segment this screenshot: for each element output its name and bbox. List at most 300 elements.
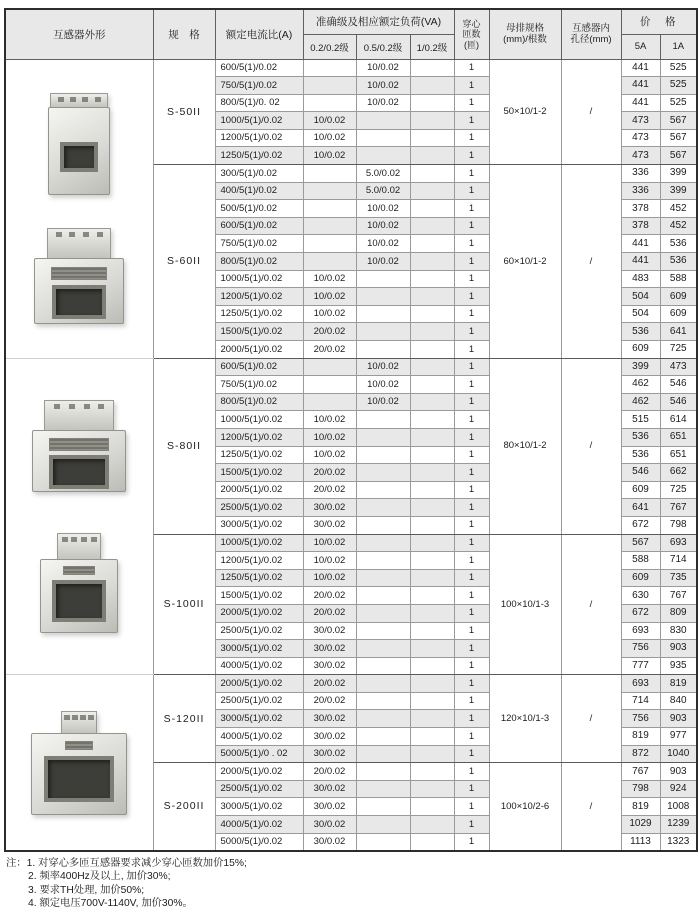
accuracy-02-cell: 20/0.02 [303, 464, 356, 482]
accuracy-02-cell [303, 235, 356, 253]
price-5a-cell: 872 [621, 745, 660, 763]
accuracy-1-cell [410, 798, 454, 816]
price-1a-cell: 840 [660, 692, 697, 710]
ratio-cell: 2000/5(1)/0.02 [215, 481, 303, 499]
note-item: 1. 对穿心多匝互感器要求减少穿心匝数加价15%; [26, 857, 247, 869]
ratio-cell: 1500/5(1)/0.02 [215, 587, 303, 605]
transformer-body [32, 430, 126, 492]
accuracy-05-cell [356, 728, 410, 746]
price-5a-cell: 767 [621, 763, 660, 781]
price-5a-cell: 399 [621, 358, 660, 376]
accuracy-05-cell: 10/0.02 [356, 376, 410, 394]
price-5a-cell: 546 [621, 464, 660, 482]
accuracy-1-cell [410, 165, 454, 183]
col-header-acc-02: 0.2/0.2级 [303, 34, 356, 59]
turns-cell: 1 [454, 217, 489, 235]
turns-cell: 1 [454, 657, 489, 675]
accuracy-1-cell [410, 657, 454, 675]
accuracy-1-cell [410, 59, 454, 77]
accuracy-02-cell: 30/0.02 [303, 710, 356, 728]
turns-cell: 1 [454, 165, 489, 183]
price-1a-cell: 399 [660, 165, 697, 183]
accuracy-02-cell: 10/0.02 [303, 112, 356, 130]
accuracy-05-cell [356, 270, 410, 288]
photo-stack [6, 359, 153, 675]
accuracy-05-cell: 10/0.02 [356, 393, 410, 411]
shape-photo-cell [5, 675, 153, 851]
busbar-cell: 60×10/1-2 [489, 165, 561, 359]
busbar-window [52, 285, 106, 319]
accuracy-05-cell: 10/0.02 [356, 217, 410, 235]
ratio-cell: 1250/5(1)/0.02 [215, 569, 303, 587]
turns-cell: 1 [454, 763, 489, 781]
ratio-cell: 1200/5(1)/0.02 [215, 552, 303, 570]
accuracy-1-cell [410, 534, 454, 552]
accuracy-02-cell: 20/0.02 [303, 481, 356, 499]
accuracy-05-cell: 10/0.02 [356, 77, 410, 95]
accuracy-02-cell [303, 77, 356, 95]
ratio-cell: 500/5(1)/0.02 [215, 200, 303, 218]
busbar-header-line: 母排规格 [505, 23, 544, 35]
col-header-acc-05: 0.5/0.2级 [356, 34, 410, 59]
turns-cell: 1 [454, 182, 489, 200]
price-1a-cell: 567 [660, 129, 697, 147]
busbar-window [44, 756, 114, 802]
terminal-block [44, 400, 114, 430]
accuracy-05-cell [356, 112, 410, 130]
bore-cell: / [561, 675, 621, 763]
accuracy-02-cell: 10/0.02 [303, 446, 356, 464]
turns-cell: 1 [454, 77, 489, 95]
ratio-cell: 2500/5(1)/0.02 [215, 692, 303, 710]
nameplate [63, 566, 95, 575]
ratio-cell: 4000/5(1)/0.02 [215, 728, 303, 746]
table-header [5, 9, 697, 59]
accuracy-02-cell: 20/0.02 [303, 587, 356, 605]
price-1a-cell: 651 [660, 428, 697, 446]
accuracy-05-cell: 10/0.02 [356, 253, 410, 271]
note-item: 3. 要求TH处理, 加价50%; [28, 884, 145, 896]
turns-cell: 1 [454, 622, 489, 640]
col-header-busbar [489, 9, 561, 59]
accuracy-02-cell: 30/0.02 [303, 745, 356, 763]
busbar-cell: 80×10/1-2 [489, 358, 561, 534]
busbar-cell: 50×10/1-2 [489, 59, 561, 165]
ratio-cell: 2000/5(1)/0.02 [215, 675, 303, 693]
turns-cell: 1 [454, 94, 489, 112]
accuracy-1-cell [410, 499, 454, 517]
price-5a-cell: 756 [621, 710, 660, 728]
accuracy-1-cell [410, 323, 454, 341]
price-5a-cell: 672 [621, 516, 660, 534]
accuracy-02-cell [303, 200, 356, 218]
note-item: 4. 额定电压700V-1140V, 加价30%。 [28, 898, 193, 910]
accuracy-02-cell: 20/0.02 [303, 323, 356, 341]
ratio-cell: 5000/5(1)/0 . 02 [215, 745, 303, 763]
price-5a-cell: 798 [621, 780, 660, 798]
accuracy-1-cell [410, 816, 454, 834]
price-5a-cell: 441 [621, 59, 660, 77]
note-line [6, 857, 700, 871]
accuracy-1-cell [410, 728, 454, 746]
price-5a-cell: 536 [621, 323, 660, 341]
price-1a-cell: 567 [660, 112, 697, 130]
turns-cell: 1 [454, 780, 489, 798]
note-item: 2. 频率400Hz及以上, 加价30%; [28, 871, 171, 883]
price-1a-cell: 903 [660, 640, 697, 658]
accuracy-1-cell [410, 833, 454, 851]
bore-cell: / [561, 358, 621, 534]
busbar-window [60, 142, 98, 172]
turns-cell: 1 [454, 112, 489, 130]
accuracy-05-cell [356, 780, 410, 798]
price-5a-cell: 441 [621, 253, 660, 271]
accuracy-1-cell [410, 305, 454, 323]
price-1a-cell: 735 [660, 569, 697, 587]
accuracy-02-cell: 20/0.02 [303, 675, 356, 693]
turns-cell: 1 [454, 481, 489, 499]
shape-photo-cell [5, 59, 153, 358]
accuracy-05-cell [356, 745, 410, 763]
accuracy-05-cell [356, 552, 410, 570]
price-1a-cell: 473 [660, 358, 697, 376]
accuracy-05-cell: 10/0.02 [356, 94, 410, 112]
ratio-cell: 3000/5(1)/0.02 [215, 516, 303, 534]
accuracy-05-cell [356, 587, 410, 605]
price-1a-cell: 588 [660, 270, 697, 288]
price-5a-cell: 336 [621, 182, 660, 200]
accuracy-02-cell: 20/0.02 [303, 692, 356, 710]
price-1a-cell: 399 [660, 182, 697, 200]
price-1a-cell: 662 [660, 464, 697, 482]
ratio-cell: 1200/5(1)/0.02 [215, 428, 303, 446]
price-5a-cell: 567 [621, 534, 660, 552]
price-1a-cell: 924 [660, 780, 697, 798]
accuracy-05-cell: 5.0/0.02 [356, 165, 410, 183]
accuracy-1-cell [410, 552, 454, 570]
turns-header-line: 匝数 [462, 29, 481, 39]
ratio-cell: 1200/5(1)/0.02 [215, 288, 303, 306]
turns-cell: 1 [454, 147, 489, 165]
ct-photo-s60ii [34, 228, 124, 324]
price-5a-cell: 515 [621, 411, 660, 429]
busbar-window [52, 580, 106, 622]
accuracy-05-cell [356, 763, 410, 781]
accuracy-1-cell [410, 147, 454, 165]
accuracy-1-cell [410, 745, 454, 763]
col-header-ratio: 额定电流比(A) [215, 9, 303, 59]
price-5a-cell: 462 [621, 393, 660, 411]
turns-cell: 1 [454, 376, 489, 394]
ratio-cell: 2500/5(1)/0.02 [215, 499, 303, 517]
accuracy-02-cell: 10/0.02 [303, 552, 356, 570]
ratio-cell: 1250/5(1)/0.02 [215, 147, 303, 165]
price-5a-cell: 609 [621, 341, 660, 359]
accuracy-1-cell [410, 710, 454, 728]
price-5a-cell: 473 [621, 129, 660, 147]
ratio-cell: 800/5(1)/0. 02 [215, 94, 303, 112]
transformer-body [31, 733, 127, 815]
col-header-acc-1: 1/0.2级 [410, 34, 454, 59]
transformer-body [48, 107, 110, 195]
accuracy-02-cell [303, 59, 356, 77]
accuracy-05-cell [356, 481, 410, 499]
accuracy-02-cell: 30/0.02 [303, 657, 356, 675]
price-1a-cell: 536 [660, 235, 697, 253]
accuracy-1-cell [410, 692, 454, 710]
turns-cell: 1 [454, 534, 489, 552]
price-5a-cell: 483 [621, 270, 660, 288]
accuracy-05-cell [356, 499, 410, 517]
busbar-cell: 120×10/1-3 [489, 675, 561, 763]
accuracy-1-cell [410, 446, 454, 464]
accuracy-02-cell: 20/0.02 [303, 604, 356, 622]
busbar-cell: 100×10/1-3 [489, 534, 561, 675]
ratio-cell: 4000/5(1)/0.02 [215, 816, 303, 834]
turns-cell: 1 [454, 710, 489, 728]
busbar-cell: 100×10/2-6 [489, 763, 561, 851]
turns-cell: 1 [454, 446, 489, 464]
bore-header-line: 互感器内 [571, 23, 610, 35]
col-header-accuracy-group: 准确级及相应额定负荷(VA) [303, 9, 454, 34]
turns-cell: 1 [454, 728, 489, 746]
accuracy-02-cell: 10/0.02 [303, 305, 356, 323]
ratio-cell: 800/5(1)/0.02 [215, 253, 303, 271]
price-5a-cell: 819 [621, 728, 660, 746]
accuracy-05-cell [356, 323, 410, 341]
turns-cell: 1 [454, 393, 489, 411]
price-1a-cell: 767 [660, 499, 697, 517]
price-1a-cell: 546 [660, 376, 697, 394]
accuracy-1-cell [410, 640, 454, 658]
ratio-cell: 3000/5(1)/0.02 [215, 798, 303, 816]
table-row [5, 675, 697, 693]
accuracy-05-cell: 10/0.02 [356, 358, 410, 376]
accuracy-05-cell [356, 464, 410, 482]
ratio-cell: 1200/5(1)/0.02 [215, 129, 303, 147]
accuracy-05-cell: 10/0.02 [356, 235, 410, 253]
accuracy-1-cell [410, 200, 454, 218]
price-1a-cell: 641 [660, 323, 697, 341]
accuracy-02-cell [303, 165, 356, 183]
accuracy-1-cell [410, 587, 454, 605]
accuracy-1-cell [410, 288, 454, 306]
accuracy-1-cell [410, 129, 454, 147]
price-1a-cell: 546 [660, 393, 697, 411]
price-1a-cell: 903 [660, 710, 697, 728]
price-1a-cell: 693 [660, 534, 697, 552]
accuracy-05-cell: 5.0/0.02 [356, 182, 410, 200]
col-header-bore [561, 9, 621, 59]
price-5a-cell: 378 [621, 217, 660, 235]
accuracy-1-cell [410, 604, 454, 622]
accuracy-02-cell: 30/0.02 [303, 780, 356, 798]
spec-cell: S-100II [153, 534, 215, 675]
turns-cell: 1 [454, 323, 489, 341]
nameplate [51, 267, 107, 280]
accuracy-1-cell [410, 464, 454, 482]
ratio-cell: 600/5(1)/0.02 [215, 217, 303, 235]
ratio-cell: 2500/5(1)/0.02 [215, 622, 303, 640]
accuracy-02-cell: 30/0.02 [303, 833, 356, 851]
accuracy-05-cell [356, 622, 410, 640]
turns-cell: 1 [454, 516, 489, 534]
turns-cell: 1 [454, 288, 489, 306]
accuracy-02-cell [303, 358, 356, 376]
ratio-cell: 1250/5(1)/0.02 [215, 305, 303, 323]
turns-cell: 1 [454, 200, 489, 218]
accuracy-1-cell [410, 393, 454, 411]
price-5a-cell: 462 [621, 376, 660, 394]
price-5a-cell: 378 [621, 200, 660, 218]
price-1a-cell: 819 [660, 675, 697, 693]
accuracy-02-cell: 20/0.02 [303, 341, 356, 359]
price-1a-cell: 567 [660, 147, 697, 165]
accuracy-1-cell [410, 622, 454, 640]
col-header-price: 价 格 [621, 9, 697, 34]
price-5a-cell: 693 [621, 622, 660, 640]
price-1a-cell: 525 [660, 94, 697, 112]
shape-photo-cell [5, 358, 153, 675]
turns-cell: 1 [454, 358, 489, 376]
ratio-cell: 1500/5(1)/0.02 [215, 464, 303, 482]
price-5a-cell: 441 [621, 235, 660, 253]
price-1a-cell: 725 [660, 481, 697, 499]
terminal-block [50, 93, 108, 107]
accuracy-1-cell [410, 675, 454, 693]
transformer-body [34, 258, 124, 324]
accuracy-05-cell [356, 341, 410, 359]
accuracy-1-cell [410, 235, 454, 253]
ratio-cell: 2000/5(1)/0.02 [215, 341, 303, 359]
ratio-cell: 4000/5(1)/0.02 [215, 657, 303, 675]
accuracy-1-cell [410, 217, 454, 235]
price-5a-cell: 714 [621, 692, 660, 710]
price-5a-cell: 693 [621, 675, 660, 693]
price-5a-cell: 473 [621, 147, 660, 165]
spec-cell: S-50II [153, 59, 215, 165]
ratio-cell: 1000/5(1)/0.02 [215, 112, 303, 130]
accuracy-05-cell [356, 798, 410, 816]
accuracy-02-cell [303, 253, 356, 271]
table-body [5, 59, 697, 851]
table-row [5, 59, 697, 77]
col-header-5a: 5A [621, 34, 660, 59]
busbar-header-line: (mm)/根数 [503, 34, 547, 46]
busbar-window [49, 455, 109, 489]
accuracy-05-cell [356, 446, 410, 464]
bore-cell: / [561, 534, 621, 675]
accuracy-1-cell [410, 569, 454, 587]
ratio-cell: 2500/5(1)/0.02 [215, 780, 303, 798]
accuracy-1-cell [410, 77, 454, 95]
turns-cell: 1 [454, 341, 489, 359]
notes-label: 注： [6, 857, 27, 869]
price-5a-cell: 536 [621, 428, 660, 446]
ratio-cell: 1000/5(1)/0.02 [215, 534, 303, 552]
accuracy-05-cell: 10/0.02 [356, 200, 410, 218]
turns-cell: 1 [454, 235, 489, 253]
bore-cell: / [561, 59, 621, 165]
nameplate [49, 438, 109, 451]
ratio-cell: 2000/5(1)/0.02 [215, 763, 303, 781]
photo-stack [6, 60, 153, 358]
price-5a-cell: 441 [621, 77, 660, 95]
price-5a-cell: 819 [621, 798, 660, 816]
turns-cell: 1 [454, 833, 489, 851]
accuracy-02-cell: 30/0.02 [303, 622, 356, 640]
price-1a-cell: 725 [660, 341, 697, 359]
price-1a-cell: 935 [660, 657, 697, 675]
accuracy-1-cell [410, 516, 454, 534]
accuracy-1-cell [410, 253, 454, 271]
price-1a-cell: 452 [660, 217, 697, 235]
turns-cell: 1 [454, 59, 489, 77]
price-5a-cell: 672 [621, 604, 660, 622]
bore-cell: / [561, 165, 621, 359]
accuracy-02-cell: 10/0.02 [303, 569, 356, 587]
ratio-cell: 750/5(1)/0.02 [215, 376, 303, 394]
accuracy-1-cell [410, 411, 454, 429]
turns-cell: 1 [454, 745, 489, 763]
accuracy-02-cell: 10/0.02 [303, 288, 356, 306]
price-5a-cell: 609 [621, 569, 660, 587]
turns-cell: 1 [454, 253, 489, 271]
turns-cell: 1 [454, 569, 489, 587]
price-5a-cell: 609 [621, 481, 660, 499]
turns-cell: 1 [454, 675, 489, 693]
accuracy-05-cell [356, 305, 410, 323]
accuracy-05-cell: 10/0.02 [356, 59, 410, 77]
price-1a-cell: 977 [660, 728, 697, 746]
ct-photo-s50ii [48, 93, 110, 195]
accuracy-1-cell [410, 341, 454, 359]
accuracy-02-cell [303, 182, 356, 200]
transformer-body [40, 559, 118, 633]
accuracy-05-cell [356, 640, 410, 658]
price-5a-cell: 641 [621, 499, 660, 517]
price-1a-cell: 525 [660, 59, 697, 77]
accuracy-1-cell [410, 481, 454, 499]
ratio-cell: 3000/5(1)/0.02 [215, 640, 303, 658]
spec-cell: S-120II [153, 675, 215, 763]
price-1a-cell: 809 [660, 604, 697, 622]
accuracy-1-cell [410, 428, 454, 446]
price-5a-cell: 504 [621, 288, 660, 306]
price-1a-cell: 714 [660, 552, 697, 570]
ratio-cell: 600/5(1)/0.02 [215, 358, 303, 376]
accuracy-02-cell: 30/0.02 [303, 640, 356, 658]
accuracy-05-cell [356, 411, 410, 429]
nameplate [65, 741, 93, 750]
accuracy-05-cell [356, 710, 410, 728]
accuracy-05-cell [356, 692, 410, 710]
turns-cell: 1 [454, 692, 489, 710]
ratio-cell: 5000/5(1)/0.02 [215, 833, 303, 851]
price-1a-cell: 609 [660, 305, 697, 323]
price-1a-cell: 1323 [660, 833, 697, 851]
accuracy-02-cell: 30/0.02 [303, 728, 356, 746]
accuracy-02-cell: 10/0.02 [303, 534, 356, 552]
price-1a-cell: 1040 [660, 745, 697, 763]
turns-cell: 1 [454, 640, 489, 658]
ct-photo-s100ii [40, 533, 118, 633]
price-5a-cell: 504 [621, 305, 660, 323]
accuracy-02-cell [303, 94, 356, 112]
price-5a-cell: 441 [621, 94, 660, 112]
turns-cell: 1 [454, 305, 489, 323]
photo-stack [6, 675, 153, 849]
